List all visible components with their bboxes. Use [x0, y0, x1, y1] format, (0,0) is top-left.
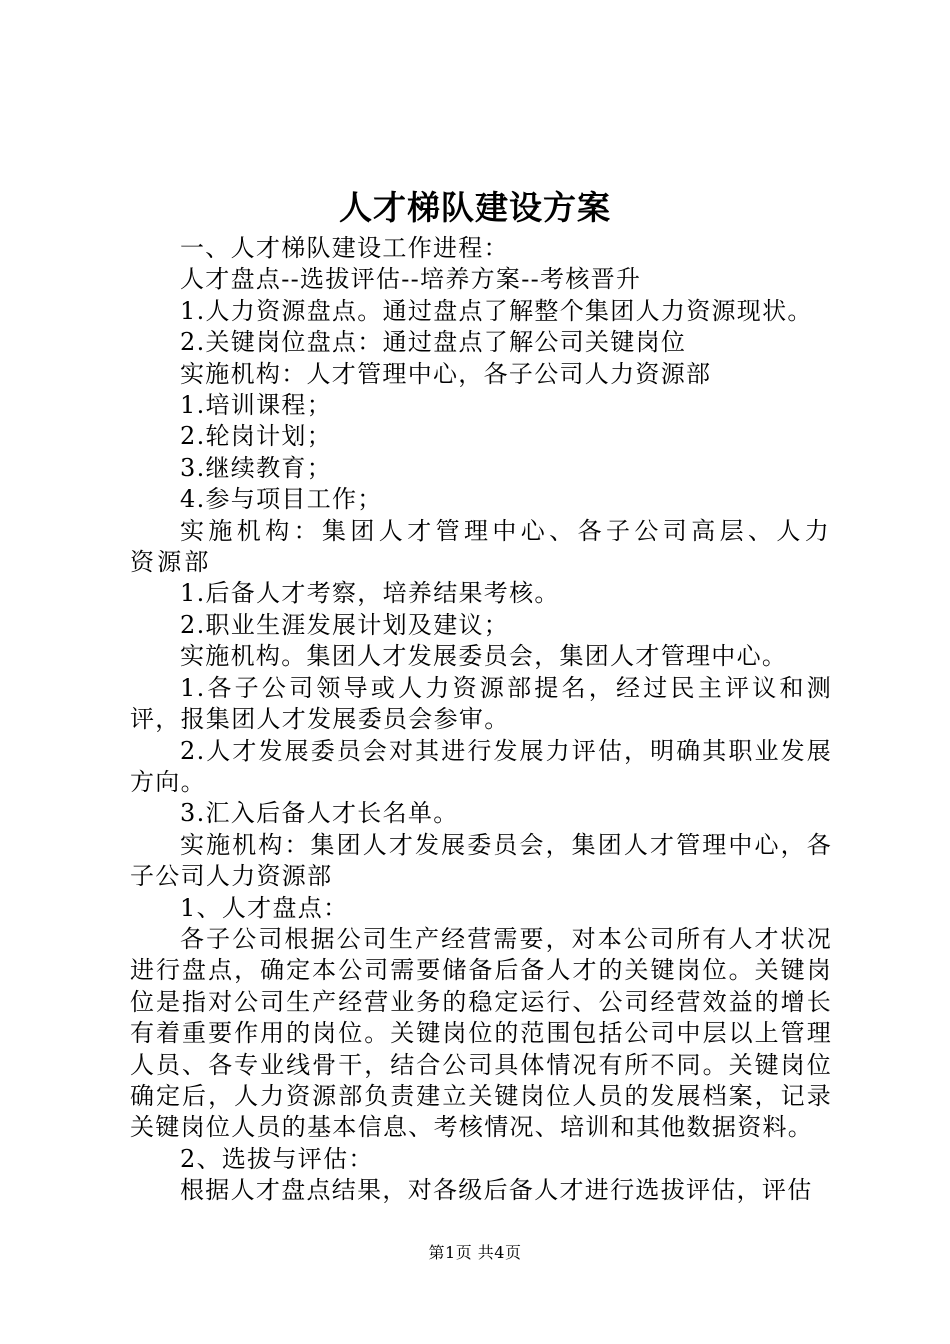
- paragraph: 实施机构。集团人才发展委员会，集团人才管理中心。: [180, 642, 788, 671]
- paragraph: 1、人才盘点：: [180, 893, 349, 922]
- paragraph: 1.培训课程；: [180, 391, 332, 420]
- paragraph: 2.职业生涯发展计划及建议；: [180, 610, 510, 639]
- page-footer: 第1页 共4页: [428, 1243, 522, 1262]
- paragraph: 2.轮岗计划；: [180, 422, 332, 451]
- paragraph: 2.关键岗位盘点：通过盘点了解公司关键岗位: [180, 328, 687, 357]
- paragraph: 4.参与项目工作；: [180, 485, 383, 514]
- paragraph: 根据人才盘点结果，对各级后备人才进行选拔评估，评估: [180, 1176, 813, 1205]
- paragraph: 实施机构：集团人才管理中心、各子公司高层、人力资源部: [130, 516, 832, 577]
- paragraph: 人才盘点--选拔评估--培养方案--考核晋升: [180, 265, 642, 294]
- paragraph: 一、人才梯队建设工作进程：: [180, 234, 509, 262]
- paragraph: 3.汇入后备人才长名单。: [180, 799, 459, 828]
- paragraph: 2.人才发展委员会对其进行发展力评估，明确其职业发展方向。: [130, 736, 832, 796]
- paragraph: 3.继续教育；: [180, 453, 332, 482]
- page-title: 人才梯队建设方案: [339, 188, 611, 227]
- paragraph: 1.各子公司领导或人力资源部提名，经过民主评议和测评，报集团人才发展委员会参审。: [130, 673, 832, 734]
- document-body: [130, 233, 832, 1207]
- paragraph: 各子公司根据公司生产经营需要，对本公司所有人才状况进行盘点，确定本公司需要储备后备人才的关键岗位。关键岗位是指对公司生产经营业务的稳定运行、公司经营效益的增长有着重要作用的岗位。关键岗位的范围包括公司中层以上管理人员、各专业线骨干，结合公司具体情况有所不同。关键岗位确定后，人力资源部负责建立关键岗位人员的发展档案，记录关键岗位人员的基本信息、考核情况、培训和其他数据资料。: [130, 924, 832, 1142]
- paragraph: 1.人力资源盘点。通过盘点了解整个集团人力资源现状。: [180, 296, 813, 325]
- paragraph: 1.后备人才考察，培养结果考核。: [180, 579, 560, 608]
- paragraph: 实施机构：集团人才发展委员会，集团人才管理中心，各子公司人力资源部: [130, 830, 832, 891]
- paragraph: 2、选拔与评估：: [180, 1144, 374, 1173]
- paragraph: 实施机构：人才管理中心，各子公司人力资源部: [180, 359, 712, 388]
